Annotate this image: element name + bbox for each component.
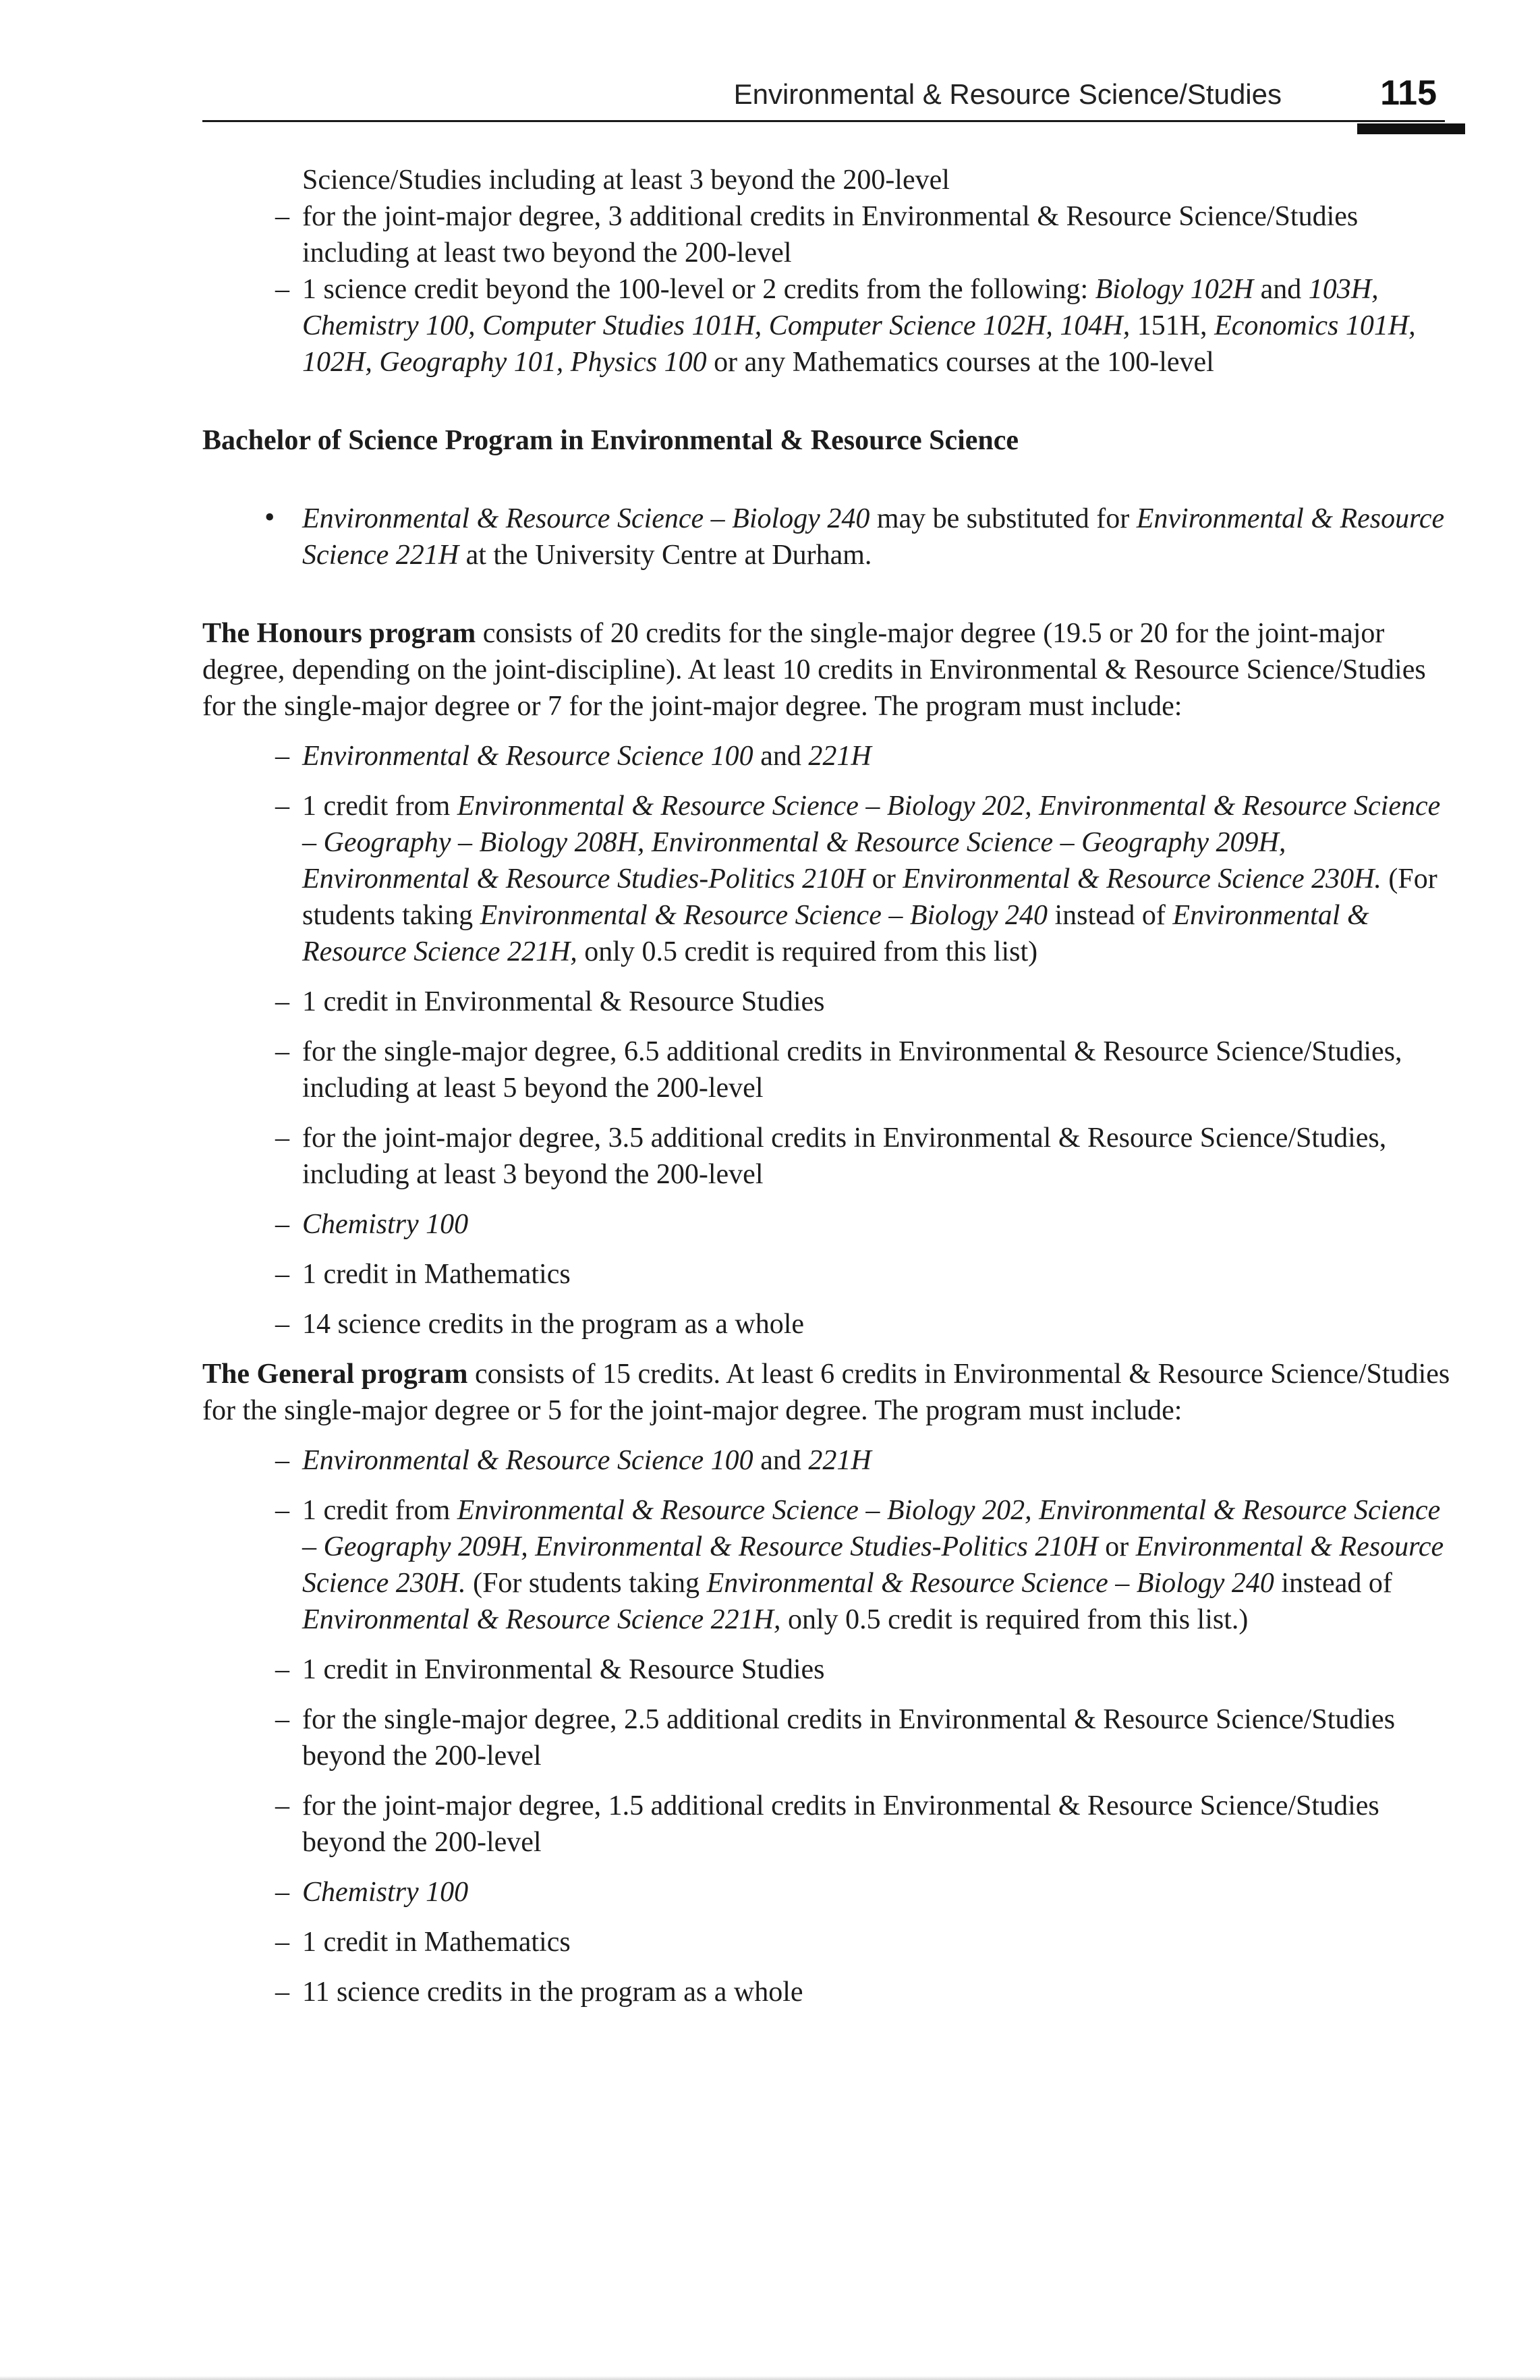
bullet-text: may be substituted for	[869, 503, 1137, 534]
dash-marker: –	[275, 1445, 289, 1476]
course-name: Chemistry 100	[302, 1877, 469, 1908]
list-item-text: or any Mathematics courses at the 100-level	[706, 347, 1214, 378]
page-body	[202, 162, 1457, 2010]
dash-marker: –	[275, 741, 289, 772]
list-item	[202, 738, 1457, 774]
list-item-text: and	[1253, 274, 1309, 305]
list-item-text: 1 credit from	[302, 791, 457, 822]
dash-marker: –	[275, 1977, 289, 2008]
program-lead: The Honours program	[202, 618, 476, 649]
list-item-text: 1 science credit beyond the 100-level or 2 credits from the following:	[302, 274, 1095, 305]
list-item-text: instead of	[1047, 900, 1173, 931]
dash-marker: –	[275, 1704, 289, 1735]
list-item-text: and	[753, 1445, 809, 1476]
list-item-text: Science/Studies including at least 3 beyond the 200-level	[302, 165, 950, 196]
course-name: 221H	[808, 1445, 872, 1476]
list-item	[202, 1033, 1457, 1106]
list-item-text: 1 credit in Environmental & Resource Studies	[302, 1654, 825, 1685]
list-item	[202, 984, 1457, 1020]
course-name: Environmental & Resource Science 221H,	[302, 900, 1369, 967]
list-item	[202, 1874, 1457, 1910]
list-item	[202, 271, 1457, 380]
dash-marker: –	[275, 1123, 289, 1154]
dash-marker: –	[275, 1209, 289, 1240]
page-number: 115	[1380, 74, 1437, 113]
list-item	[202, 1492, 1457, 1638]
bullet-text: at the University Centre at Durham.	[459, 540, 872, 571]
list-item-text: for the joint-major degree, 3.5 additional credits in Environmental & Resource Science/Studies, including at least 3 beyond the 200-level	[302, 1123, 1387, 1190]
list-item-text: for the single-major degree, 2.5 additional credits in Environmental & Resource Science/Studies beyond the 200-level	[302, 1704, 1396, 1772]
list-item	[202, 1651, 1457, 1688]
list-item-text: for the joint-major degree, 3 additional credits in Environmental & Resource Science/Studies including at least two beyond the 200-level	[302, 201, 1359, 268]
list-item	[202, 1256, 1457, 1293]
list-item	[202, 1924, 1457, 1960]
page-edge	[0, 2376, 1540, 2380]
list-item	[202, 788, 1457, 970]
list-item-text: or	[1097, 1531, 1136, 1562]
running-header	[202, 73, 1444, 120]
course-name: Environmental & Resource Science 230H.	[903, 863, 1381, 895]
course-name: Economics 101H, 102H, Geography 101, Physics 100	[302, 310, 1416, 378]
dash-marker: –	[275, 274, 289, 305]
list-item-text: 14 science credits in the program as a whole	[302, 1309, 805, 1340]
course-name: 221H	[808, 741, 872, 772]
list-item-text: 1 credit in Mathematics	[302, 1927, 571, 1958]
list-item-text: (For students taking	[465, 1568, 707, 1599]
bullet-item	[202, 501, 1457, 573]
list-item-text: instead of	[1274, 1568, 1392, 1599]
dash-marker: –	[275, 1654, 289, 1685]
list-item-text: or	[865, 863, 903, 895]
dash-marker: –	[275, 791, 289, 822]
program-intro-text: consists of 20 credits for the single-major degree (19.5 or 20 for the joint-major degree, depending on the joint-discipline). At least 10 credits in Environmental & Resource Science/Studies for the single-major degree or 7 for the joint-major degree. The program must include:	[202, 618, 1426, 722]
list-item	[202, 1442, 1457, 1479]
course-name: Environmental & Resource Science 100	[302, 741, 753, 772]
list-item-text: 151H,	[1130, 310, 1215, 341]
dash-marker: –	[275, 1877, 289, 1908]
list-item	[202, 198, 1457, 271]
dash-marker: –	[275, 201, 289, 232]
dash-marker: –	[275, 1309, 289, 1340]
header-title: Environmental & Resource Science/Studies	[733, 78, 1282, 110]
general-intro	[202, 1356, 1457, 1429]
program-intro-text: consists of 15 credits. At least 6 credits in Environmental & Resource Science/Studies for the single-major degree or 5 for the joint-major degree. The program must include:	[202, 1359, 1450, 1426]
course-name: Environmental & Resource Science – Biology 240	[480, 900, 1048, 931]
course-name: Environmental & Resource Science – Biology 240	[302, 503, 870, 534]
course-name: 103H, Chemistry 100, Computer Studies 101H, Computer Science 102H, 104H,	[302, 274, 1379, 341]
list-item	[202, 1306, 1457, 1342]
list-item	[202, 1788, 1457, 1861]
list-item	[202, 1206, 1457, 1243]
list-item-text: (For students taking	[302, 863, 1437, 931]
course-name: Environmental & Resource Science 221H	[302, 503, 1445, 571]
course-name: Environmental & Resource Science – Biology 202, Environmental & Resource Science – Geography 209H, Environmental & Resource Studies-Politics 210H	[302, 1495, 1441, 1562]
dash-marker: –	[275, 986, 289, 1017]
dash-marker: –	[275, 1259, 289, 1290]
list-item	[202, 1974, 1457, 2010]
dash-marker: –	[275, 1927, 289, 1958]
section-heading: Bachelor of Science Program in Environmental & Resource Science	[202, 425, 1019, 456]
list-item-text: 11 science credits in the program as a whole	[302, 1977, 803, 2008]
list-item	[202, 162, 1457, 198]
header-rule-accent	[1357, 123, 1465, 134]
dash-marker: –	[275, 1495, 289, 1526]
course-name: Environmental & Resource Science 230H.	[302, 1531, 1444, 1599]
list-item-text: 1 credit in Mathematics	[302, 1259, 571, 1290]
bullet-marker: •	[264, 501, 275, 534]
course-name: Environmental & Resource Science – Biology 202, Environmental & Resource Science – Geography – Biology 208H, Environmental & Resource Science – Geography 209H, Environmental & Resource Studies-Politics 210H	[302, 791, 1441, 895]
program-lead: The General program	[202, 1359, 468, 1390]
list-item-text: 1 credit from	[302, 1495, 457, 1526]
list-item	[202, 1120, 1457, 1193]
dash-marker: –	[275, 1790, 289, 1821]
course-name: Chemistry 100	[302, 1209, 469, 1240]
list-item-text: only 0.5 credit is required from this list)	[577, 936, 1038, 967]
list-item-text: for the joint-major degree, 1.5 additional credits in Environmental & Resource Science/Studies beyond the 200-level	[302, 1790, 1379, 1858]
list-item-text: 1 credit in Environmental & Resource Studies	[302, 986, 825, 1017]
dash-marker: –	[275, 1036, 289, 1067]
course-name: Environmental & Resource Science – Biology 240	[706, 1568, 1274, 1599]
list-item	[202, 1701, 1457, 1774]
course-name: Biology 102H	[1095, 274, 1254, 305]
course-name: Environmental & Resource Science 100	[302, 1445, 753, 1476]
header-rule	[202, 120, 1445, 122]
course-name: Environmental & Resource Science 221H,	[302, 1604, 781, 1635]
list-item-text: only 0.5 credit is required from this list.)	[780, 1604, 1249, 1635]
list-item-text: for the single-major degree, 6.5 additional credits in Environmental & Resource Science/Studies, including at least 5 beyond the 200-level	[302, 1036, 1402, 1104]
honours-intro	[202, 615, 1457, 725]
list-item-text: and	[753, 741, 809, 772]
